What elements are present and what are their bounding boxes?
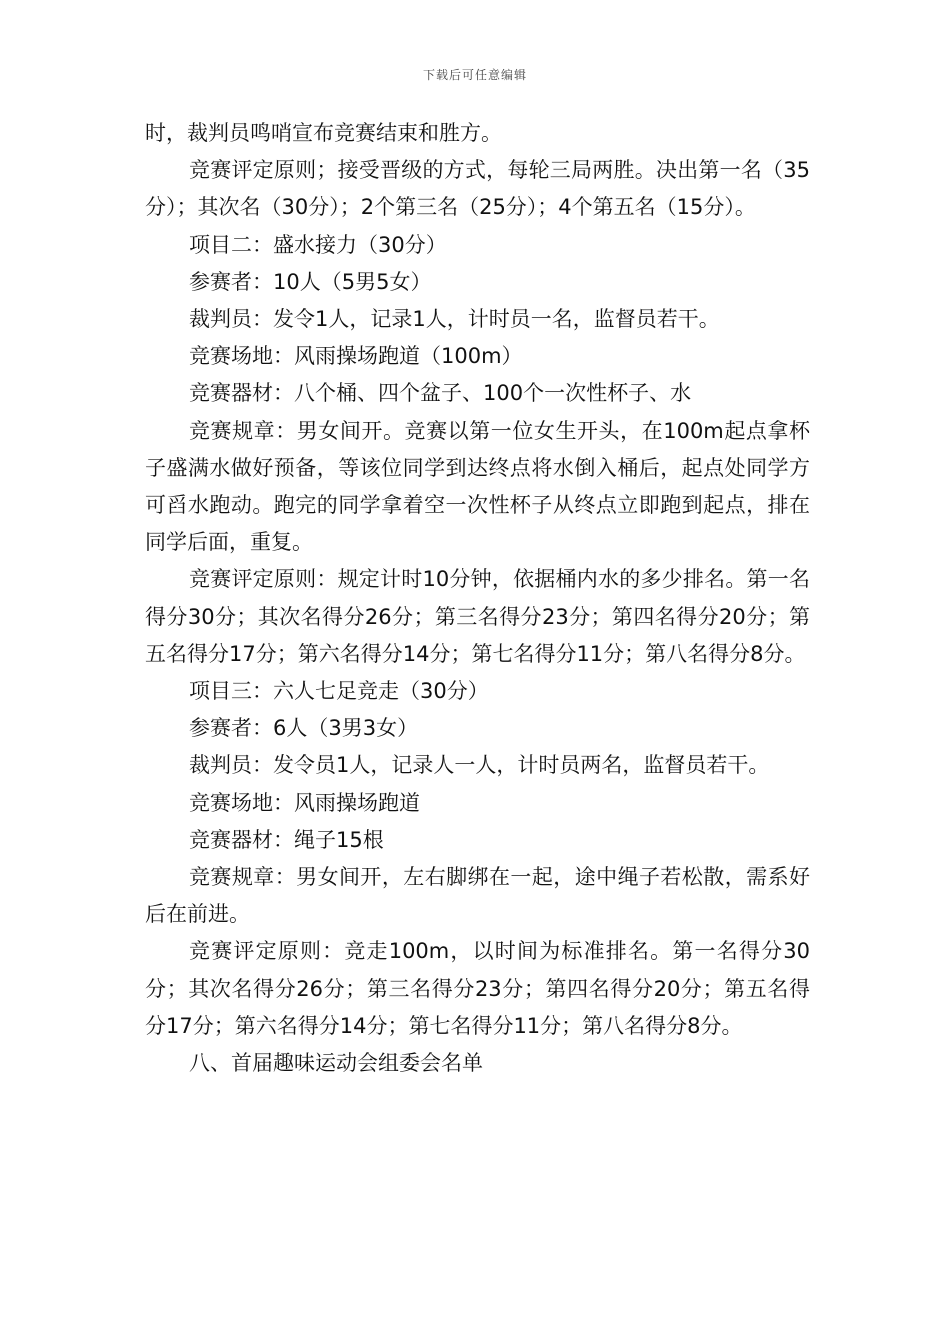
paragraph-event-3-venue: 竞赛场地：风雨操场跑道: [189, 790, 420, 815]
paragraph-event-3-referees: 裁判员：发令员1人，记录人一人，计时员两名，监督员若干。: [189, 753, 770, 778]
header-note: 下载后可任意编辑: [422, 68, 527, 82]
document-body: [145, 115, 810, 1082]
paragraph-event-3-equipment: 竞赛器材：绳子15根: [189, 827, 384, 852]
paragraph-event-2-rules: 竞赛规章：男女间开。竞赛以第一位女生开头，在100m起点拿杯子盛满水做好预备，等该位同学到达终点将水倒入桶后，起点处同学方可舀水跑动。跑完的同学拿着空一次性杯子从终点立即跑到起点，排在同学后面，重复。: [145, 418, 810, 555]
paragraph-event-2-title: 项目二：盛水接力（30分）: [189, 232, 447, 257]
paragraph-event-2-referees: 裁判员：发令1人，记录1人，计时员一名，监督员若干。: [189, 307, 720, 332]
paragraph-event-3-scoring: 竞赛评定原则：竞走100m，以时间为标准排名。第一名得分30分；其次名得分26分；第三名得分23分；第四名得分20分；第五名得分17分；第六名得分14分；第七名得分11分；第八名得分8分。: [145, 939, 810, 1038]
paragraph-event-2-scoring: 竞赛评定原则：规定计时10分钟，依据桶内水的多少排名。第一名得分30分；其次名得分26分；第三名得分23分；第四名得分20分；第五名得分17分；第六名得分14分；第七名得分11分；第八名得分8分。: [145, 567, 810, 666]
paragraph-match-end: 时，裁判员鸣哨宣布竞赛结束和胜方。: [145, 121, 502, 145]
paragraph-event-2-equipment: 竞赛器材：八个桶、四个盆子、100个一次性杯子、水: [189, 381, 692, 406]
paragraph-event-2-participants: 参赛者：10人（5男5女）: [189, 269, 432, 294]
paragraph-event-3-rules: 竞赛规章：男女间开，左右脚绑在一起，途中绳子若松散，需系好后在前进。: [145, 865, 810, 927]
paragraph-event-3-participants: 参赛者：6人（3男3女）: [189, 716, 419, 741]
paragraph-section-8-title: 八、首届趣味运动会组委会名单: [189, 1051, 483, 1076]
paragraph-event-3-title: 项目三：六人七足竞走（30分）: [189, 679, 489, 704]
paragraph-scoring-principle-1: 竞赛评定原则；接受晋级的方式，每轮三局两胜。决出第一名（35分）；其次名（30分）；2个第三名（25分）；4个第五名（15分）。: [145, 158, 810, 220]
paragraph-event-2-venue: 竞赛场地：风雨操场跑道（100m）: [189, 344, 523, 369]
